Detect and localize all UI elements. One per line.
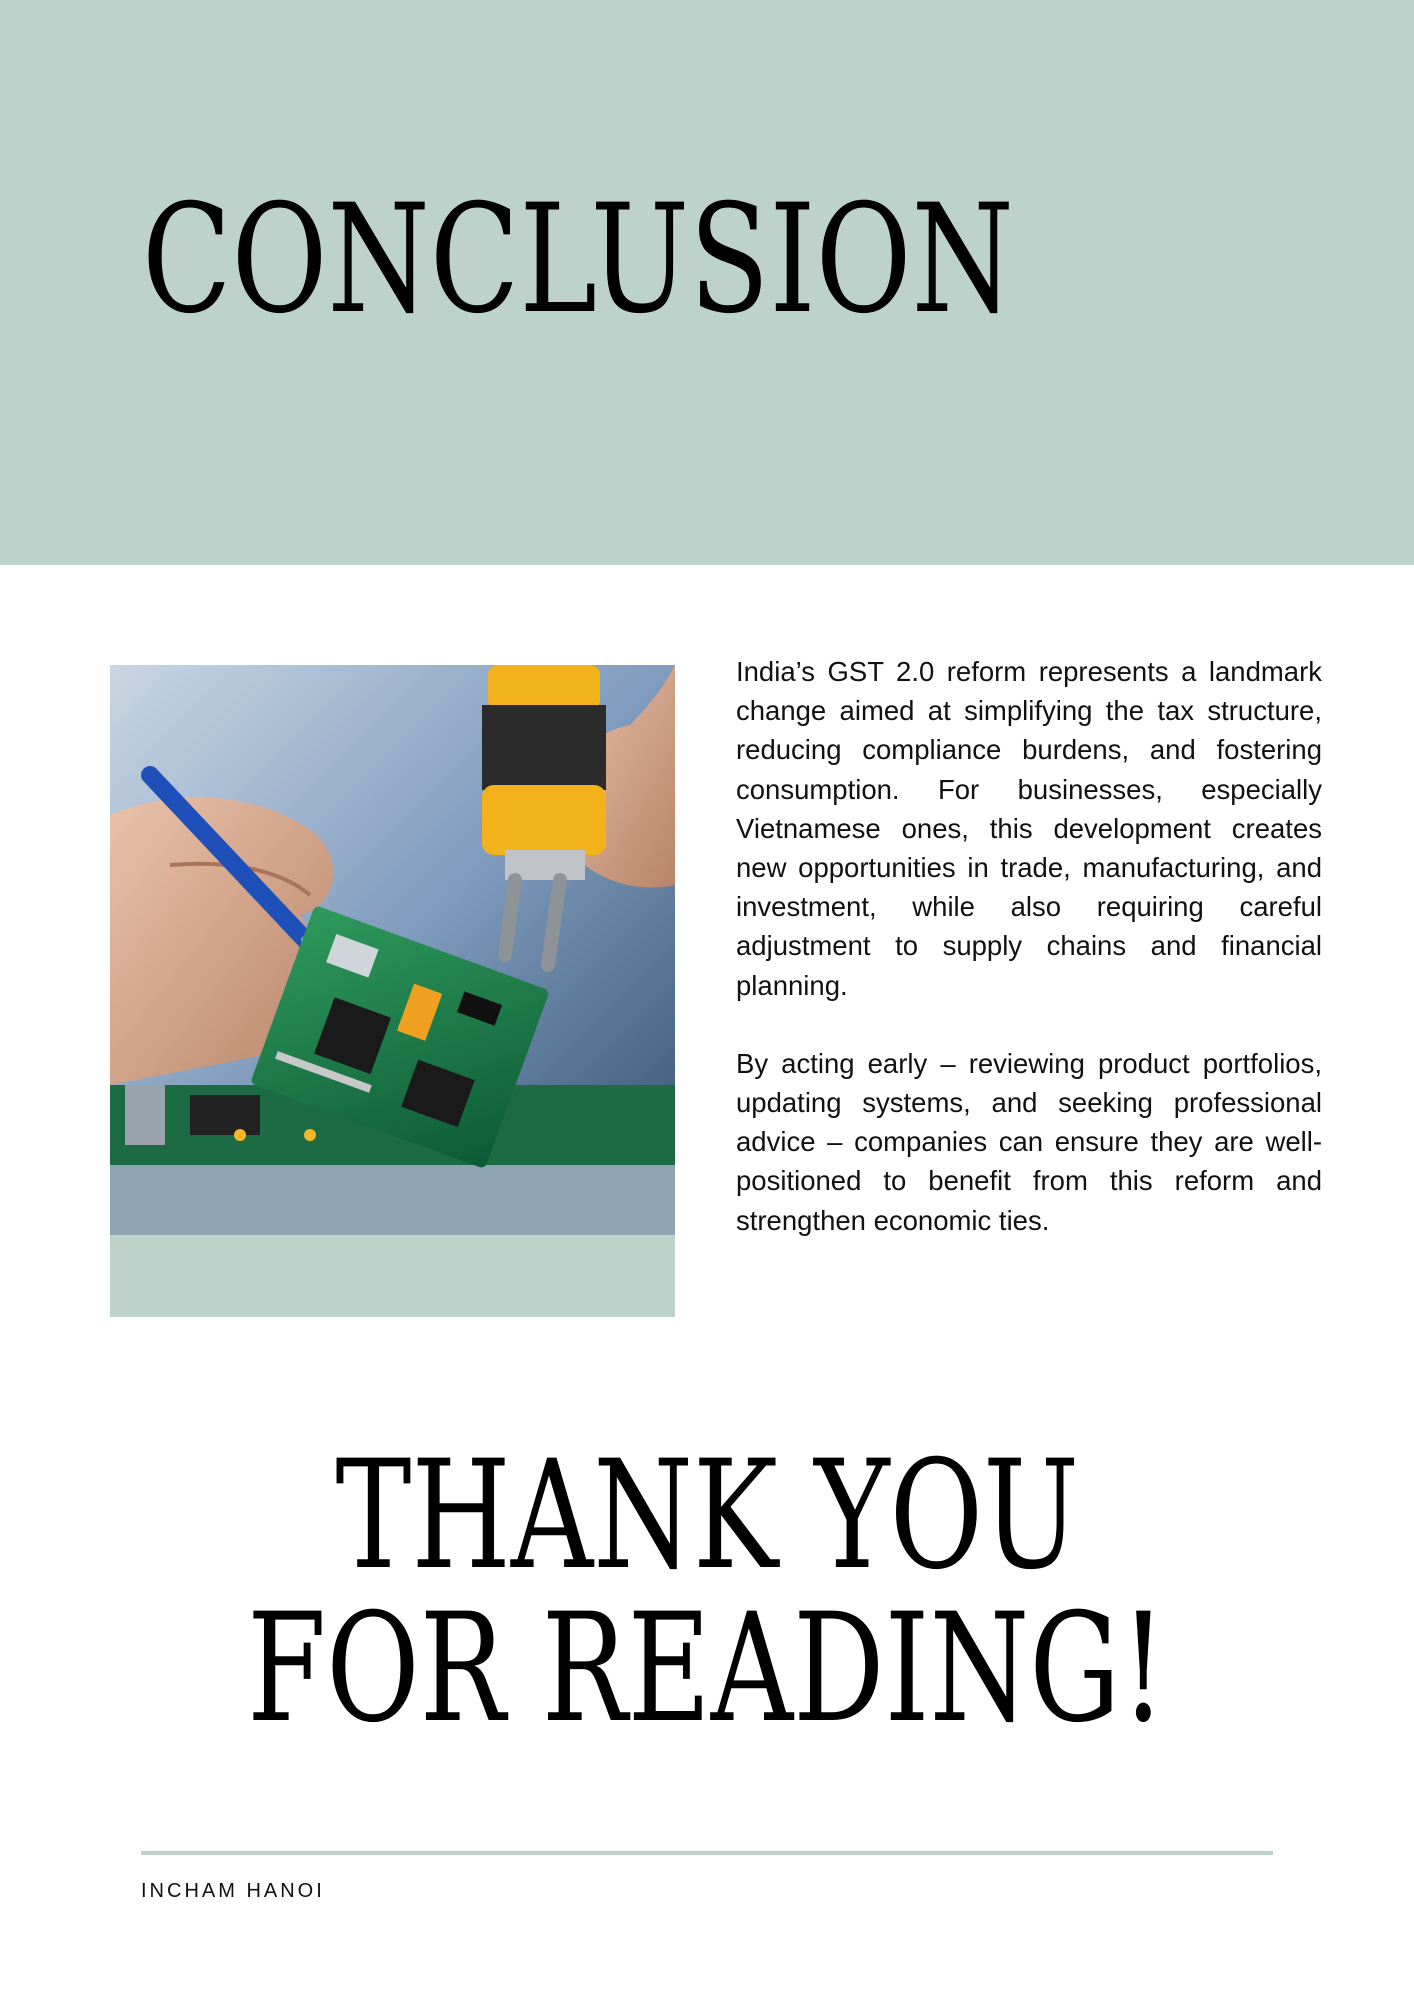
footer-divider [141,1851,1273,1855]
conclusion-body [736,652,1322,1279]
body-paragraph: India’s GST 2.0 reform represents a landmark change aimed at simplifying the tax structure, reducing compliance burdens, and fostering consumption. For businesses, especially Vietnamese ones, this development creates new opportunities in trade, manufacturing, and investment, while also requiring careful adjustment to supply chains and financial planning. [736,656,1322,1001]
thank-you-line-2: FOR READING! [247,1582,1167,1756]
footer-organization: INCHAM HANOI [141,1880,325,1902]
body-paragraph: By acting early – reviewing product portfolios, updating systems, and seeking professional advice – companies can ensure they are well-positioned to benefit from this reform and strengthen economic ties. [736,1047,1322,1236]
page-title: CONCLUSION [142,173,1014,347]
thank-you-line-1: THANK YOU [335,1429,1079,1603]
circuit-board-photo [110,665,675,1235]
photo-backdrop [110,1235,675,1317]
thank-you-heading [0,1429,1414,1756]
